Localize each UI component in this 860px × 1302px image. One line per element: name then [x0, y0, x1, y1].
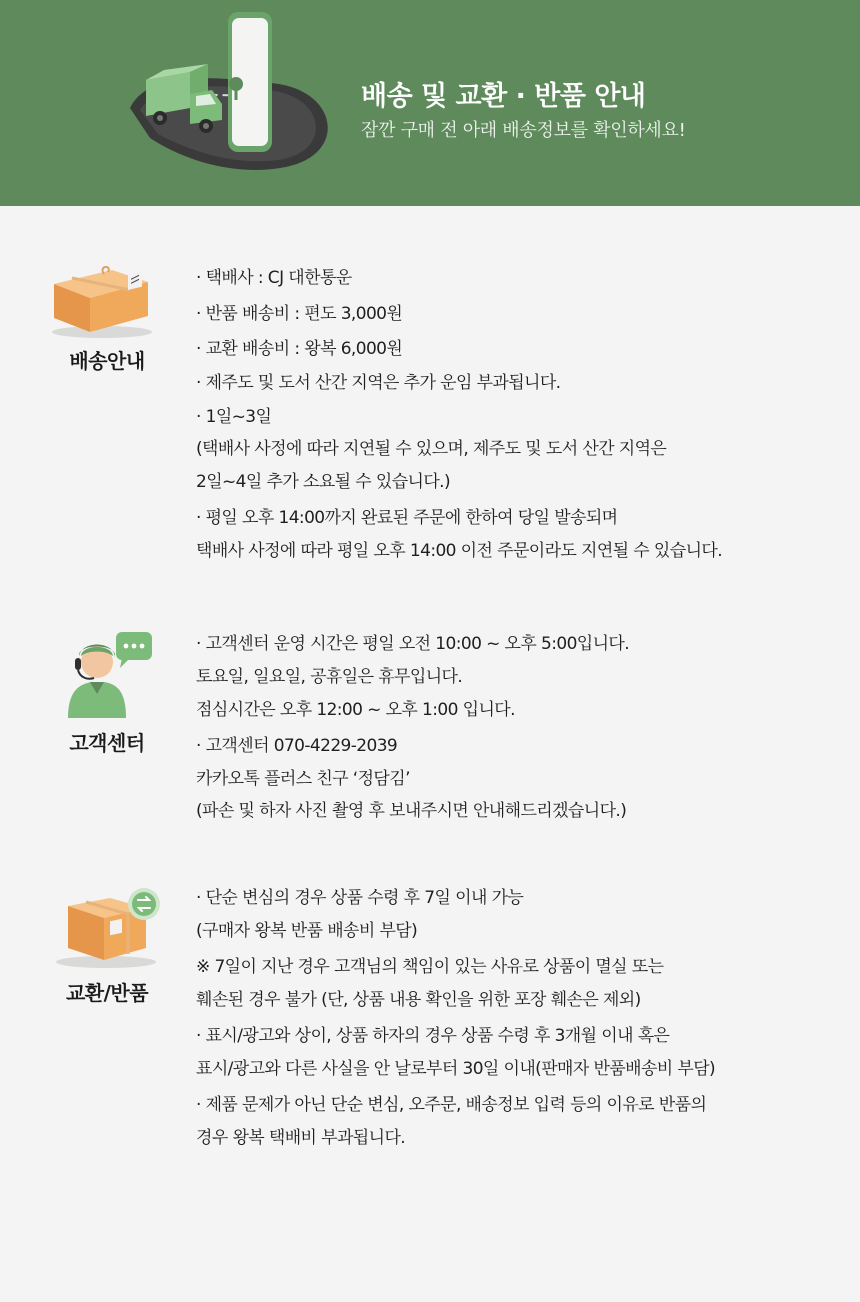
- shipping-line: 2일~4일 추가 소요될 수 있습니다.): [196, 472, 450, 492]
- customer-service-agent-icon: [60, 628, 156, 722]
- exchange-line: · 제품 문제가 아닌 단순 변심, 오주문, 배송정보 입력 등의 이유로 반품의: [196, 1095, 707, 1115]
- customer-center-line: 카카오톡 플러스 친구 ‘정담김’: [196, 769, 410, 789]
- shipping-line: · 제주도 및 도서 산간 지역은 추가 운임 부과됩니다.: [196, 373, 561, 393]
- exchange-line: (구매자 왕복 반품 배송비 부담): [196, 921, 418, 941]
- section-label-exchange-return: 교환/반품: [65, 981, 149, 1005]
- exchange-line: 경우 왕복 택배비 부과됩니다.: [196, 1128, 406, 1148]
- exchange-box-icon: [50, 884, 162, 970]
- shipping-line: 택배사 사정에 따라 평일 오후 14:00 이전 주문이라도 지연될 수 있습니다.: [196, 541, 723, 561]
- page-subtitle: 잠깐 구매 전 아래 배송정보를 확인하세요!: [361, 120, 686, 141]
- shipping-line: · 택배사 : CJ 대한통운: [196, 268, 352, 288]
- shipping-line: (택배사 사정에 따라 지연될 수 있으며, 제주도 및 도서 산간 지역은: [196, 439, 667, 459]
- exchange-line: ※ 7일이 지난 경우 고객님의 책임이 있는 사유로 상품이 멸실 또는: [196, 957, 664, 977]
- shipping-line: · 반품 배송비 : 편도 3,000원: [196, 304, 403, 324]
- shipping-line: · 평일 오후 14:00까지 완료된 주문에 한하여 당일 발송되며: [196, 508, 618, 528]
- exchange-line: 훼손된 경우 불가 (단, 상품 내용 확인을 위한 포장 훼손은 제외): [196, 990, 641, 1010]
- section-label-shipping: 배송안내: [69, 349, 145, 373]
- customer-center-line: · 고객센터 070-4229-2039: [196, 736, 398, 756]
- customer-center-line: 토요일, 일요일, 공휴일은 휴무입니다.: [196, 667, 463, 687]
- header-banner: [0, 0, 860, 206]
- shipping-line: · 교환 배송비 : 왕복 6,000원: [196, 339, 403, 359]
- section-label-customer-center: 고객센터: [69, 731, 145, 755]
- shipping-line: · 1일~3일: [196, 407, 272, 427]
- exchange-line: 표시/광고와 다른 사실을 안 날로부터 30일 이내(판매자 반품배송비 부담): [196, 1059, 716, 1079]
- parcel-box-icon: [48, 262, 156, 340]
- exchange-line: · 단순 변심의 경우 상품 수령 후 7일 이내 가능: [196, 888, 524, 908]
- customer-center-line: · 고객센터 운영 시간은 평일 오전 10:00 ~ 오후 5:00입니다.: [196, 634, 630, 654]
- customer-center-line: (파손 및 하자 사진 촬영 후 보내주시면 안내해드리겠습니다.): [196, 801, 627, 821]
- delivery-truck-phone-illustration: [110, 8, 340, 188]
- exchange-line: · 표시/광고와 상이, 상품 하자의 경우 상품 수령 후 3개월 이내 혹은: [196, 1026, 670, 1046]
- page-title: 배송 및 교환 · 반품 안내: [361, 81, 646, 112]
- customer-center-line: 점심시간은 오후 12:00 ~ 오후 1:00 입니다.: [196, 700, 515, 720]
